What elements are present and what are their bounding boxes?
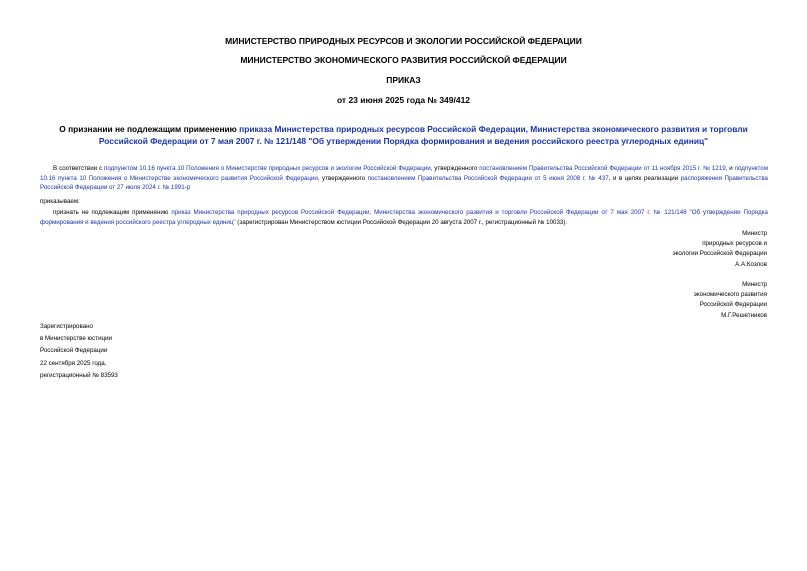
document-title [40,124,767,147]
preamble-text-3: , и [725,165,735,172]
signature-block-1 [567,229,767,270]
document-date-number: от 23 июня 2025 года № 349/412 [336,95,471,105]
preamble-link-3[interactable]: подпунктом 10.16 пункта 10 Положения о Министерстве экономического развития Российской Федерации [40,165,768,182]
order-text-1: признать не подлежащим применению [53,209,172,216]
preamble-link-2[interactable]: постановлением Правительства Российской Федерации от 11 ноября 2015 г. № 1219 [479,165,726,172]
signature1-line2: природных ресурсов и [702,240,767,248]
registration-line2: в Министерстве юстиции [40,335,113,343]
signature1-name: А.А.Козлов [735,260,767,268]
ministry-heading-2: МИНИСТЕРСТВО ЭКОНОМИЧЕСКОГО РАЗВИТИЯ РОССИЙСКОЙ ФЕДЕРАЦИИ [240,55,567,65]
registration-line1: Зарегистрировано [40,323,93,330]
document-type: ПРИКАЗ [386,75,421,85]
preamble-paragraph [40,164,768,193]
signature1-line3: экологии Российской Федерации [672,250,767,258]
signature2-line3: Российской Федерации [699,301,767,309]
order-paragraph [40,208,768,227]
signature1-line1: Министр [742,230,767,237]
registration-block [40,321,118,382]
preamble-text-1: В соответствии с [53,165,105,172]
signature2-line2: экономического развития [693,291,767,299]
preamble-link-4[interactable]: постановлением Правительства Российской Федерации от 5 июня 2008 г. № 437 [367,174,609,182]
title-link[interactable]: приказа Министерства природных ресурсов Российской Федерации, Министерства экономического развития и торговли Российской Федерации от 7 мая 2007 г. № 121/148 "Об утверждении Порядка формирования и ведения российского реестра углеродных единиц" [98,124,748,146]
signature2-name: М.Г.Решетников [721,311,767,319]
order-link[interactable]: приказ Министерства природных ресурсов Российской Федерации, Министерства экономического развития и торговли Российской Федерации от 7 мая 2007 г. № 121/148 "Об утверждении Порядка формирования и ведения российского реестра углеродных единиц" [40,209,768,226]
preamble-link-1[interactable]: подпунктом 10.16 пункта 10 Положения о Министерстве природных ресурсов и экологии Российской Федерации [104,165,431,172]
ministry-heading-1: МИНИСТЕРСТВО ПРИРОДНЫХ РЕСУРСОВ И ЭКОЛОГИИ РОССИЙСКОЙ ФЕДЕРАЦИИ [225,36,582,46]
signature2-line1: Министр [742,281,767,288]
order-text-2: (зарегистрирован Министерством юстиции Российской Федерации 20 августа 2007 г., регистрационный № 10033). [235,218,568,226]
preamble-text-4: , утвержденного [317,174,368,182]
registration-line4: 22 сентября 2025 года, [40,359,107,367]
title-prefix: О признании не подлежащим применению [59,124,240,134]
registration-line3: Российской Федерации [40,347,108,355]
signature-block-2 [567,280,767,321]
preamble-link-5[interactable]: распоряжения Правительства Российской Федерации от 27 июля 2024 г. № 1991-р [40,174,768,192]
order-word: приказываем: [40,198,80,205]
preamble-text-5: , и в целях реализации [608,174,681,182]
preamble-text-2: , утвержденного [430,165,480,172]
registration-line5: регистрационный № 83593 [40,371,118,379]
